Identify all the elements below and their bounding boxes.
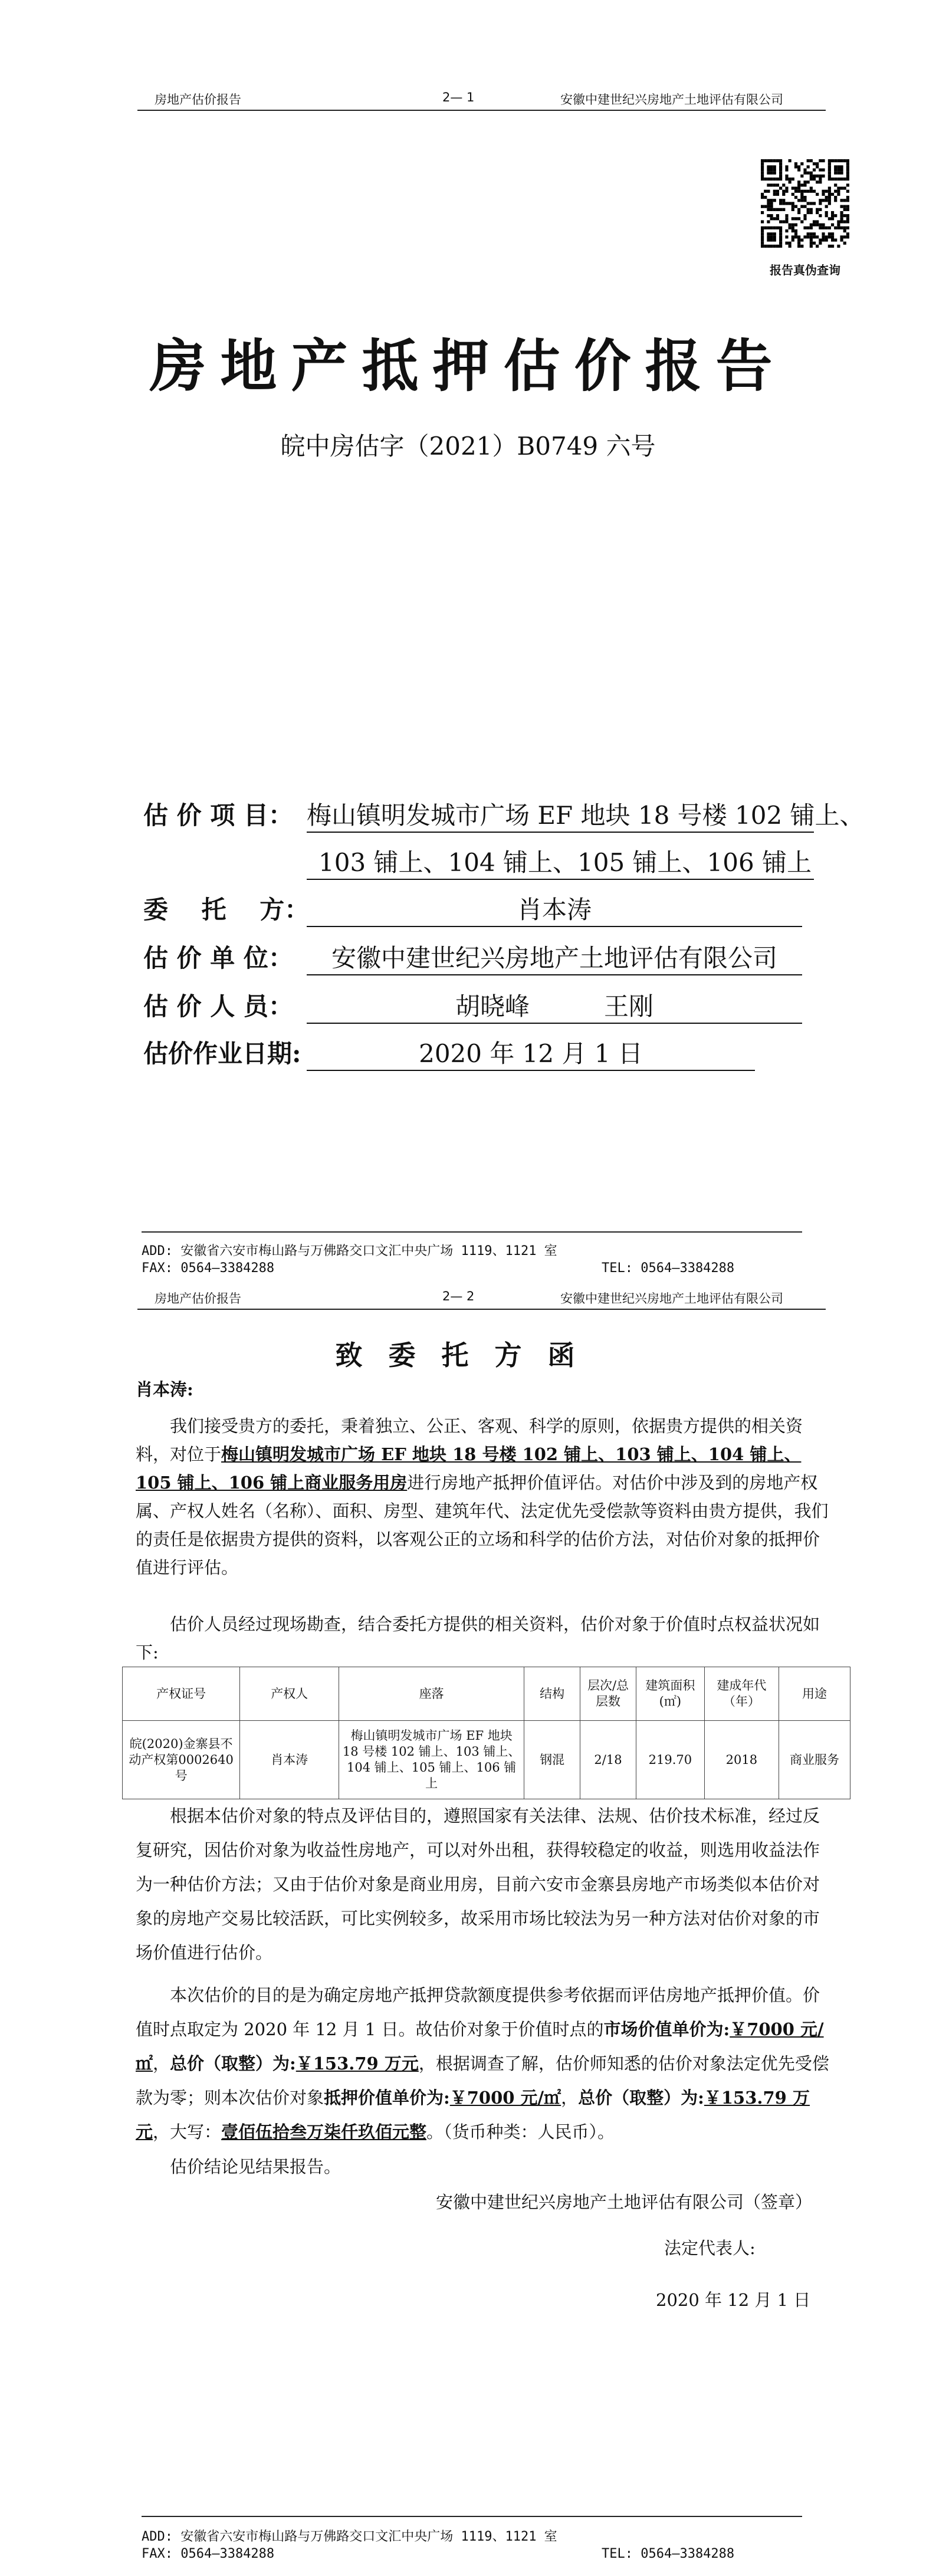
footer-tel: TEL: 0564—3384288: [602, 1261, 735, 1276]
table-header: 结构: [524, 1667, 580, 1721]
table-header: 层次/总层数: [580, 1667, 636, 1721]
qr-caption: 报告真伪查询: [770, 263, 840, 277]
work-date-label: 估价作业日期:: [143, 1039, 301, 1068]
header-page-number-2: 2— 2: [442, 1289, 475, 1303]
total-price-in-words: 壹佰伍拾叁万柒仟玖佰元整: [221, 2122, 427, 2142]
table-row: [123, 1721, 850, 1799]
p4-label-market-unit: 市场价值单价为:: [603, 2019, 730, 2039]
header-left-2: 房地产估价报告: [155, 1292, 241, 1306]
p4-text-1: 本次估价的目的是为确定房地产抵押贷款额度提供参考依据而评估房地产抵押价值。价值时点取定为 2020 年 12 月 1 日。故估价对象于价值时点的: [136, 1985, 820, 2039]
table-header: 产权证号: [123, 1667, 240, 1721]
table-cell: 钢混: [524, 1721, 580, 1799]
footer-fax: FAX: 0564—3384288: [142, 1261, 275, 1276]
header-company-2: 安徽中建世纪兴房地产土地评估有限公司: [560, 1292, 783, 1306]
appraiser-unit-label: 估 价 单 位：: [143, 944, 293, 972]
market-total-price: ￥153.79 万元: [295, 2053, 419, 2074]
appraiser-staff-value: 胡晓峰 王刚: [307, 987, 802, 1024]
signing-date: 2020 年 12 月 1 日: [656, 2290, 811, 2310]
p4-text-5: ，大写：: [153, 2122, 222, 2142]
p4-label-mortgage-total: 总价（取整）为:: [578, 2088, 704, 2108]
project-label: 估 价 项 目：: [143, 801, 293, 830]
p4-text-4: ，: [561, 2088, 579, 2108]
header-company: 安徽中建世纪兴房地产土地评估有限公司: [560, 93, 783, 107]
header-divider-2: [137, 1309, 826, 1310]
table-header: 用途: [779, 1667, 850, 1721]
client-label: 委 托 方：: [143, 895, 310, 924]
report-title: 房地产抵押估价报告: [149, 333, 787, 399]
p1-text-c: 进行房地产抵押价值评估。对估价中涉及到的房地产权属、产权人姓名（名称）、面积、房型、建筑年代、法定优先受偿款等资料由贵方提供，我们的责任是依据贵方提供的资料，以客观公正的立场和科学的估价方法，对估价对象的抵押价值进行评估。: [136, 1473, 829, 1578]
p1-property-address: 梅山镇明发城市广场 EF 地块 18 号楼 102 铺上、103 铺上、104 铺上、105 铺上、106 铺上商业服务用房: [136, 1444, 802, 1493]
header-page-number: 2— 1: [442, 90, 475, 104]
table-cell: 梅山镇明发城市广场 EF 地块 18 号楼 102 铺上、103 铺上、104 铺上、105 铺上、106 铺上: [339, 1721, 524, 1799]
footer-tel-2: TEL: 0564—3384288: [602, 2547, 735, 2561]
p1-text-a: 我们接受贵方的委托，秉着独立、公正、客观、科学的原则，依据贵方提供的相关资料，对位于: [136, 1416, 803, 1464]
paragraph-4: [136, 1978, 832, 2149]
work-date-value: 2020 年 12 月 1 日: [307, 1034, 755, 1071]
qr-code-icon[interactable]: [761, 159, 849, 248]
document-number: 皖中房估字（2021）B0749 六号: [280, 432, 656, 461]
table-header: 建成年代（年）: [704, 1667, 779, 1721]
footer-address-2: ADD: 安徽省六安市梅山路与万佛路交口文汇中央广场 1119、1121 室: [142, 2529, 557, 2544]
paragraph-2: 估价人员经过现场勘查，结合委托方提供的相关资料，估价对象于价值时点权益状况如下:: [136, 1614, 820, 1662]
paragraph-5: 估价结论见结果报告。: [170, 2157, 341, 2177]
appraiser-staff-label: 估 价 人 员：: [143, 992, 293, 1021]
qr-block: [761, 159, 849, 278]
table-header: 建筑面积(㎡): [636, 1667, 704, 1721]
footer-divider: [142, 1231, 802, 1233]
property-rights-table: [122, 1667, 850, 1799]
table-cell: 商业服务: [779, 1721, 850, 1799]
table-header: 座落: [339, 1667, 524, 1721]
mortgage-total-price: ￥153.79 万元: [136, 2088, 810, 2142]
client-value: 肖本涛: [307, 891, 802, 927]
table-cell: 2018: [704, 1721, 779, 1799]
p4-text-6: 。（货币种类：人民币）。: [426, 2122, 615, 2142]
paragraph-1: [136, 1412, 832, 1582]
p4-label-mortgage-unit: 抵押价值单价为:: [324, 2088, 450, 2108]
market-unit-price: ￥7000 元/㎡: [136, 2019, 824, 2074]
header-left: 房地产估价报告: [155, 93, 241, 107]
p4-text-3: ，根据调查了解，估价师知悉的估价对象法定优先受偿款为零；则本次估价对象: [136, 2053, 829, 2108]
header-divider: [137, 110, 826, 111]
letter-title: 致委托方函: [335, 1339, 601, 1371]
project-value-line1: 梅山镇明发城市广场 EF 地块 18 号楼 102 铺上、: [307, 796, 814, 833]
footer-address: ADD: 安徽省六安市梅山路与万佛路交口文汇中央广场 1119、1121 室: [142, 1244, 557, 1259]
salutation: 肖本涛:: [136, 1379, 193, 1399]
table-cell: 皖(2020)金寨县不动产权第0002640号: [123, 1721, 240, 1799]
paragraph-3: 根据本估价对象的特点及评估目的，遵照国家有关法律、法规、估价技术标准，经过反复研究，因估价对象为收益性房地产，可以对外出租，获得较稳定的收益，则选用收益法作为一种估价方法；又由于估价对象是商业用房，目前六安市金寨县房地产市场类似本估价对象的房地产交易比较活跃，可比实例较多，故采用市场比较法为另一种方法对估价对象的市场价值进行估价。: [136, 1806, 820, 1963]
footer-divider-2: [142, 2516, 802, 2517]
table-header: 产权人: [240, 1667, 339, 1721]
footer-fax-2: FAX: 0564—3384288: [142, 2547, 275, 2561]
table-cell: 2/18: [580, 1721, 636, 1799]
project-value-line2: 103 铺上、104 铺上、105 铺上、106 铺上: [307, 843, 814, 880]
p4-text-2: ，: [153, 2053, 170, 2074]
p4-label-market-total: 总价（取整）为:: [170, 2053, 296, 2074]
mortgage-unit-price: ￥7000 元/㎡: [449, 2088, 561, 2108]
table-cell: 219.70: [636, 1721, 704, 1799]
table-cell: 肖本涛: [240, 1721, 339, 1799]
appraiser-unit-value: 安徽中建世纪兴房地产土地评估有限公司: [307, 939, 802, 975]
table-header-row: [123, 1667, 850, 1721]
signing-company: 安徽中建世纪兴房地产土地评估有限公司（签章）: [435, 2192, 812, 2212]
legal-representative-label: 法定代表人:: [664, 2238, 756, 2258]
